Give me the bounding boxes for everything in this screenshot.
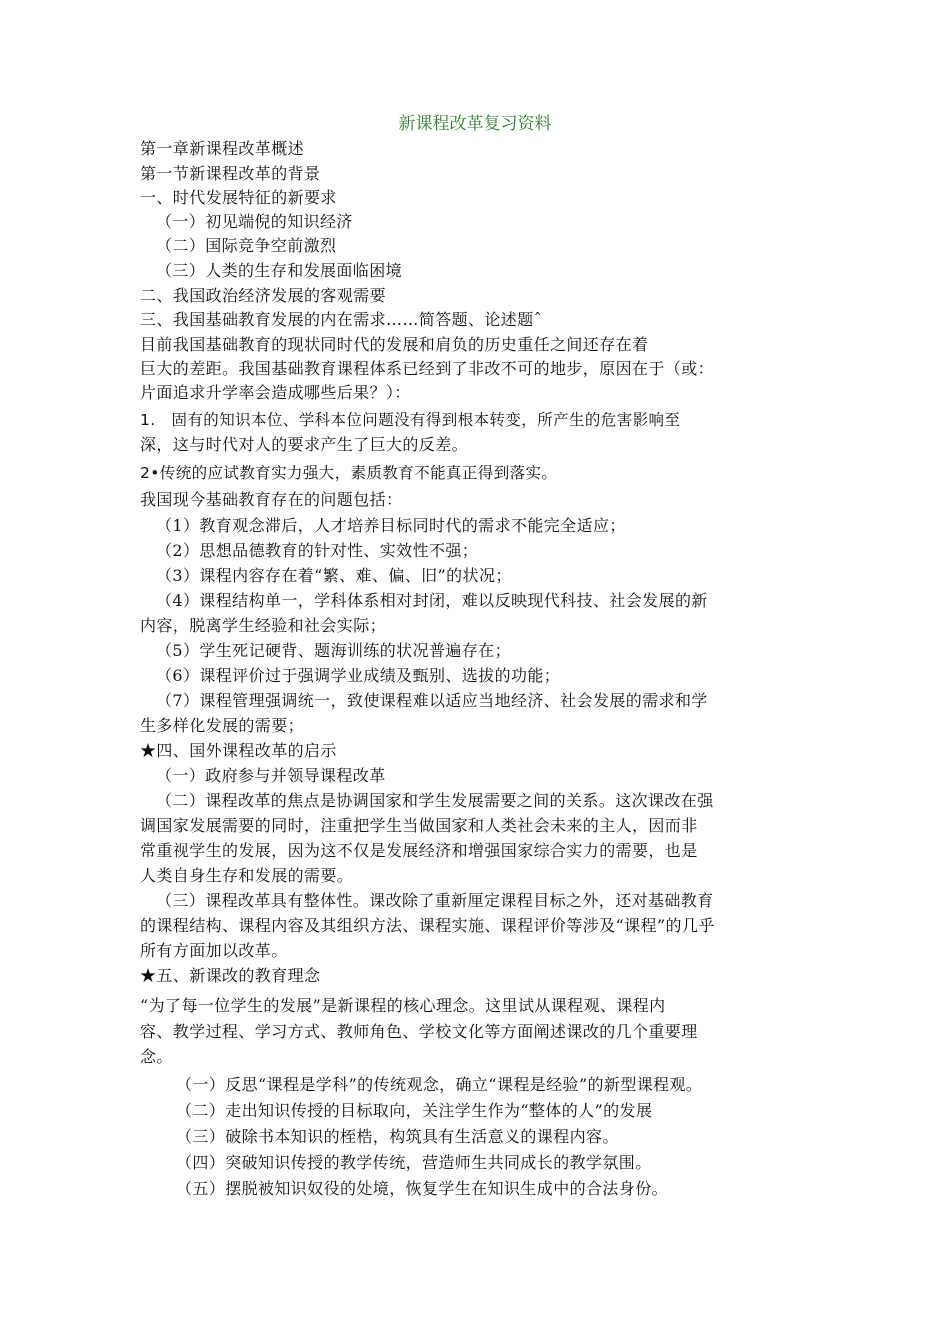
subitem: （一）政府参与并领导课程改革 <box>156 766 386 785</box>
heading-2: 二、我国政治经济发展的客观需要 <box>140 286 387 305</box>
heading-4: ★四、国外课程改革的启示 <box>140 741 337 760</box>
list-item: （4）课程结构单一，学科体系相对封闭，难以反映现代科技、社会发展的新 <box>156 591 708 610</box>
section-heading: 第一节新课程改革的背景 <box>140 164 321 183</box>
subitem: （三）人类的生存和发展面临困境 <box>156 261 403 280</box>
heading-1: 一、时代发展特征的新要求 <box>140 188 337 207</box>
list-item-continued: 内容，脱离学生经验和社会实际； <box>140 616 387 635</box>
subitem: （二）国际竞争空前激烈 <box>156 236 337 255</box>
subitem: （二）走出知识传授的目标取向，关注学生作为“整体的人”的发展 <box>176 1101 653 1120</box>
paragraph-line: 容、教学过程、学习方式、教师角色、学校文化等方面阐述课改的几个重要理 <box>140 1022 698 1041</box>
numbered-item: 1. 固有的知识本位、学科本位问题没有得到根本转变，所产生的危害影响至 <box>140 411 681 429</box>
paragraph-line: 念。 <box>140 1047 173 1066</box>
heading-5: ★五、新课改的教育理念 <box>140 966 321 985</box>
document-title: 新课程改革复习资料 <box>398 114 552 134</box>
subitem: （一）初见端倪的知识经济 <box>156 212 353 231</box>
list-item: （5）学生死记硬背、题海训练的状况普遍存在； <box>156 641 511 660</box>
subitem: （二）课程改革的焦点是协调国家和学生发展需要之间的关系。这次课改在强 <box>156 791 714 810</box>
paragraph-line: 调国家发展需要的同时，注重把学生当做国家和人类社会未来的主人，因而非 <box>140 816 698 835</box>
paragraph-line: “为了每一位学生的发展”是新课程的核心理念。这里试从课程观、课程内 <box>140 996 666 1015</box>
list-item: （6）课程评价过于强调学业成绩及甄别、选拔的功能； <box>156 666 561 685</box>
paragraph-line: 深，这与时代对人的要求产生了巨大的反差。 <box>140 435 469 454</box>
paragraph-line: 片面追求升学率会造成哪些后果？）： <box>140 383 411 402</box>
subitem: （一）反思“课程是学科”的传统观念，确立“课程是经验”的新型课程观。 <box>176 1075 703 1094</box>
subitem: （四）突破知识传授的教学传统，营造师生共同成长的教学氛围。 <box>176 1153 652 1172</box>
paragraph-line: 人类自身生存和发展的需要。 <box>140 866 354 885</box>
paragraph-line: 的课程结构、课程内容及其组织方法、课程实施、课程评价等涉及“课程”的几乎 <box>140 916 715 935</box>
numbered-item: 2•传统的应试教育实力强大，素质教育不能真正得到落实。 <box>140 464 558 482</box>
chapter-heading: 第一章新课程改革概述 <box>140 139 305 158</box>
paragraph-line: 常重视学生的发展，因为这不仅是发展经济和增强国家综合实力的需要，也是 <box>140 841 698 860</box>
paragraph-line: 目前我国基础教育的现状同时代的发展和肩负的历史重任之间还存在着 <box>140 335 649 354</box>
list-item: （3）课程内容存在着“繁、难、偏、旧”的状况； <box>156 566 512 585</box>
list-item-continued: 生多样化发展的需要； <box>140 716 305 735</box>
paragraph-line: 我国现今基础教育存在的问题包括： <box>140 490 403 509</box>
subitem: （三）破除书本知识的桎梏，构筑具有生活意义的课程内容。 <box>176 1127 619 1146</box>
list-item: （2）思想品德教育的针对性、实效性不强； <box>156 541 479 560</box>
list-item: （1）教育观念滞后，人才培养目标同时代的需求不能完全适应； <box>156 516 626 535</box>
list-item: （7）课程管理强调统一，致使课程难以适应当地经济、社会发展的需求和学 <box>156 691 708 710</box>
paragraph-line: 所有方面加以改革。 <box>140 941 288 960</box>
subitem: （五）摆脱被知识奴役的处境，恢复学生在知识生成中的合法身份。 <box>176 1179 669 1198</box>
paragraph-line: 巨大的差距。我国基础教育课程体系已经到了非改不可的地步，原因在于（或： <box>140 359 715 378</box>
heading-3: 三、我国基础教育发展的内在需求……简答题、论述题ˆ <box>140 310 543 329</box>
subitem: （三）课程改革具有整体性。课改除了重新厘定课程目标之外，还对基础教育 <box>156 891 714 910</box>
